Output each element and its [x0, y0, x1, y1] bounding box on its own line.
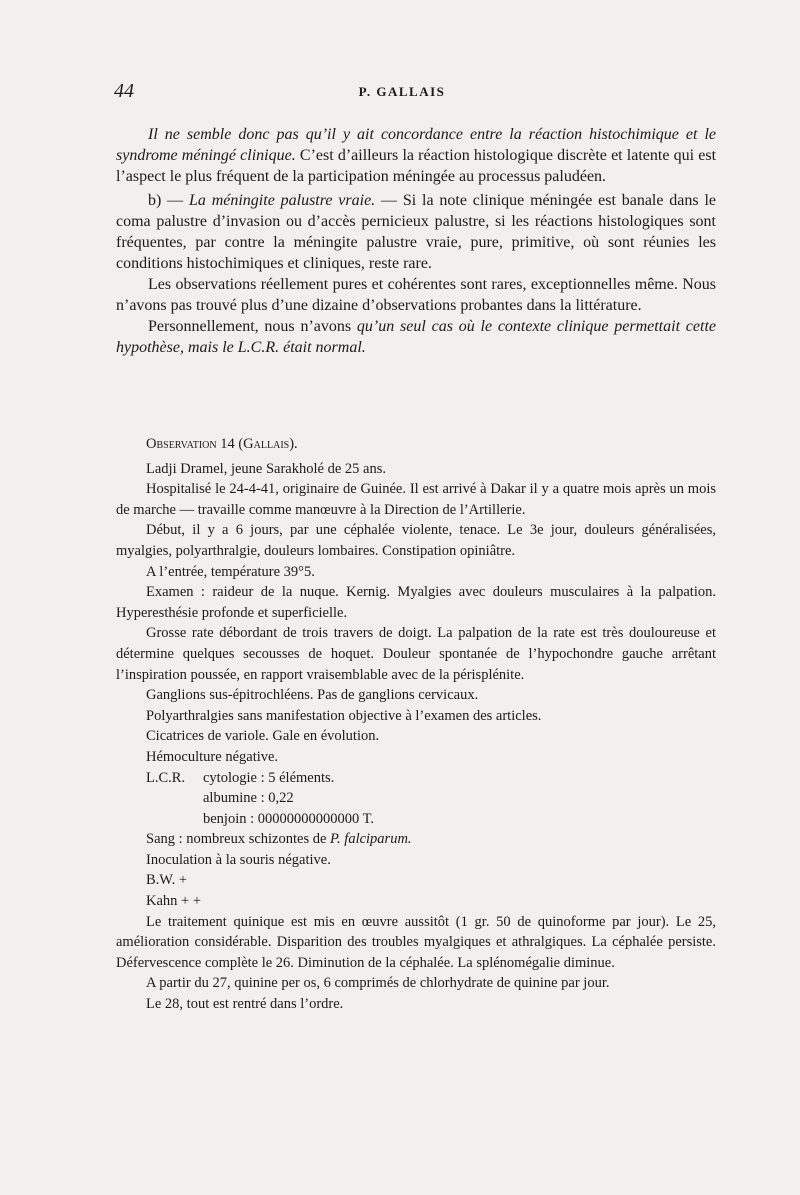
lcr-label: L.C.R. — [146, 769, 186, 786]
observation-line: Le 28, tout est rentré dans l’ordre. — [146, 996, 344, 1013]
observation-line: Grosse rate débordant de trois travers de doigt. La palpation de la rate est très douloureuse et détermine quelques secousses de hoquet. Douleur spontanée de l’hypochondre gauche arrêtant l’inspiration poussée, en rapport vraisemblable avec de la périsplénite. — [116, 625, 716, 683]
paragraph-4-start: Personnellement, nous n’avons — [148, 318, 357, 335]
observation-title: Observation 14 (Gallais). — [146, 436, 298, 452]
observation-line: Polyarthralgies sans manifestation objective à l’examen des articles. — [146, 707, 542, 724]
running-title: P. GALLAIS — [358, 84, 446, 99]
observation-line: Ganglions sus-épitrochléens. Pas de ganglions cervicaux. — [146, 687, 479, 704]
observation-line: A l’entrée, température 39°5. — [146, 563, 315, 580]
paragraph-4 — [116, 316, 716, 358]
paragraph-1-rest: C’est d’ailleurs la réaction histologique discrète et latente qui est l’aspect le plus fréquent de la participation méningée au processus paludéen. — [116, 147, 717, 185]
sang-line — [116, 829, 716, 850]
observation-line: Kahn + + — [146, 893, 202, 910]
page-number: 44 — [114, 80, 134, 102]
observation-line: A partir du 27, quinine per os, 6 comprimés de chlorhydrate de quinine par jour. — [146, 975, 610, 992]
observation-line: Examen : raideur de la nuque. Kernig. Myalgies avec douleurs musculaires à la palpation. Hyperesthésie profonde et superficielle. — [116, 584, 716, 621]
main-text — [116, 124, 716, 358]
lcr-albumine: albumine : 0,22 — [203, 790, 294, 807]
observation-line: Hémoculture négative. — [146, 748, 279, 765]
paragraph-2-rest: — Si la note clinique méningée est banale dans le coma palustre d’invasion ou d’accès pernicieux palustre, si les réactions histologiques sont fréquentes, par contre la méningite palustre vraie, pure, primitive, où sont réunies les conditions histochimiques et cliniques, reste rare. — [116, 192, 717, 272]
observation-line: Inoculation à la souris négative. — [146, 851, 331, 868]
page-header — [114, 80, 690, 104]
paragraph-1 — [116, 124, 716, 187]
paragraph-1-italic: Il ne semble donc pas qu’il y ait concordance entre la réaction histochimique et le syndrome méningé clinique. — [116, 126, 716, 164]
paragraph-3: Les observations réellement pures et cohérentes sont rares, exceptionnelles même. Nous n’avons pas trouvé plus d’une dizaine d’observations probantes dans la littérature. — [116, 276, 716, 314]
paragraph-4-italic: qu’un seul cas où le contexte clinique permettait cette hypothèse, mais le L.C.R. était normal. — [116, 318, 716, 356]
observation-line: Ladji Dramel, jeune Sarakholé de 25 ans. — [146, 460, 386, 477]
observation-section — [116, 434, 716, 1015]
observation-line: Le traitement quinique est mis en œuvre aussitôt (1 gr. 50 de quinoforme par jour). Le 25, amélioration considérable. Disparition des troubles myalgiques et athralgiques. La céphalée persiste. Défervescence complète le 26. Diminution de la céphalée. La splénomégalie diminue. — [116, 913, 716, 971]
lcr-cytologie: cytologie : 5 éléments. — [203, 769, 335, 786]
lcr-benjoin: benjoin : 00000000000000 T. — [203, 810, 375, 827]
paragraph-2 — [116, 190, 716, 274]
observation-line: Hospitalisé le 24-4-41, originaire de Guinée. Il est arrivé à Dakar il y a quatre mois après un mois de marche — travaille comme manœuvre à la Direction de l’Artillerie. — [116, 481, 716, 518]
observation-line: Cicatrices de variole. Gale en évolution. — [146, 728, 380, 745]
paragraph-2-label: b) — — [148, 192, 189, 209]
observation-line: B.W. + — [146, 872, 188, 889]
lcr-row — [116, 768, 716, 789]
observation-line: Début, il y a 6 jours, par une céphalée violente, tenace. Le 3e jour, douleurs généralisées, myalgies, polyarthralgie, douleurs lombaires. Constipation opiniâtre. — [116, 522, 716, 559]
paragraph-2-italic: La méningite palustre vraie. — [188, 192, 376, 209]
sang-italic: P. falciparum. — [330, 831, 412, 848]
sang-start: Sang : nombreux schizontes de — [146, 831, 331, 848]
